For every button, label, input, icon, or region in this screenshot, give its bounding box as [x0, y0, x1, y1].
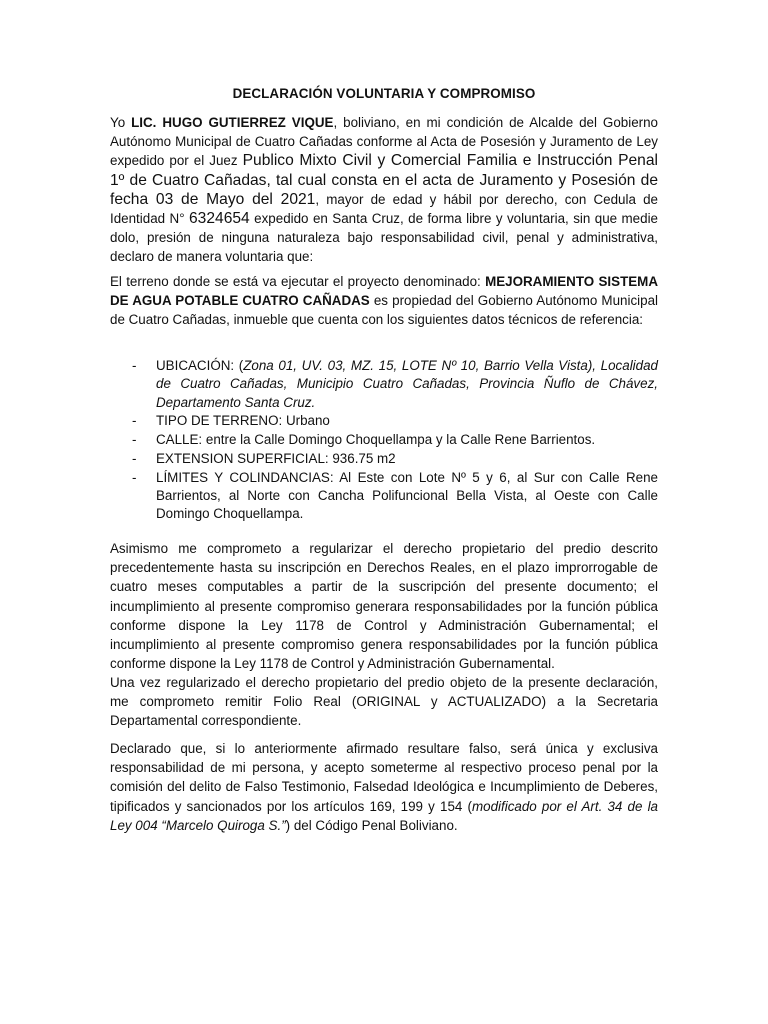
list-dash: -	[132, 432, 137, 448]
p2-text-a: El terreno donde se está va ejecutar el proyecto denominado:	[110, 274, 486, 289]
list-item-extension	[110, 450, 658, 468]
p2-text-b: es propiedad del Gobierno Autónomo Municipal de Cuatro Cañadas, inmueble que cuenta con los siguientes datos técnicos de referencia:	[110, 293, 658, 328]
p1-text-b: , boliviano, en mi condición de Alcalde del Gobierno Autónomo Municipal de Cuatro Cañadas conforme al Acta de Posesión y Juramento de Ley expedido por el Juez	[110, 115, 658, 169]
list-dash: -	[132, 358, 137, 373]
p5-text-b: ) del Código Penal Boliviano.	[285, 817, 458, 833]
tipo-text: TIPO DE TERRENO: Urbano	[156, 413, 330, 429]
document-title: DECLARACIÓN VOLUNTARIA Y COMPROMISO	[232, 86, 536, 101]
p1-text-c: , mayor de edad y hábil por derecho, con Cedula de Identidad N°	[110, 191, 658, 227]
p5-text-a: Declarado que, si lo anteriormente afirmado resultare falso, será única y exclusiva responsabilidad de mi persona, y acepto someterme al respectivo proceso penal por la comisión del delito de Falso Testimonio, Falsedad Ideológica e Incumplimiento de Deberes, tipificados y sancionados por los artículos 169, 199 y 154 (	[110, 741, 658, 814]
list-item-calle	[110, 431, 658, 449]
list-dash: -	[132, 450, 137, 466]
property-paragraph	[110, 272, 658, 330]
project-name: MEJORAMIENTO SISTEMA DE AGUA POTABLE CUATRO CAÑADAS	[110, 274, 659, 309]
declarant-name: LIC. HUGO GUTIERREZ VIQUE	[131, 115, 334, 130]
list-item-tipo	[110, 412, 658, 430]
list-item-ubicacion	[110, 357, 658, 412]
ubicacion-label: UBICACIÓN: (	[156, 358, 244, 373]
list-dash: -	[132, 413, 137, 429]
list-item-limites	[110, 469, 658, 524]
p1-court-text: Publico Mixto Civil y Comercial Familia e Instrucción Penal 1º de Cuatro Cañadas, tal cual consta en el acta de Juramento y Posesión de fecha 03 de Mayo del 2021	[110, 152, 658, 208]
technical-data-list	[110, 357, 658, 524]
ubicacion-value: Zona 01, UV. 03, MZ. 15, LOTE Nº 10, Barrio Vella Vista), Localidad de Cuatro Cañadas, Municipio Cuatro Cañadas, Provincia Ñuflo de Chávez, Departamento Santa Cruz.	[156, 358, 658, 410]
p5-italic-reference: modificado por el Art. 34 de la Ley 004 “Marcelo Quiroga S.”	[110, 798, 658, 833]
p1-text-a: Yo	[110, 115, 132, 130]
declarant-paragraph	[110, 113, 658, 267]
calle-text: CALLE: entre la Calle Domingo Choquellampa y la Calle Rene Barrientos.	[156, 432, 596, 448]
commitment-paragraph: Asimismo me comprometo a regularizar el derecho propietario del predio descrito precedentemente hasta su inscripción en Derechos Reales, en el plazo improrrogable de cuatro meses computables a partir de la suscripción del presente documento; el incumplimiento al presente compromiso generara responsabilidades por la función pública conforme dispone la Ley 1178 de Control y Administración Gubernamental; el incumplimiento al presente compromiso genera responsabilidades por la función pública conforme dispone la Ley 1178 de Control y Administración Gubernamental.	[110, 541, 658, 672]
extension-text: EXTENSION SUPERFICIAL: 936.75 m2	[156, 450, 396, 466]
liability-paragraph	[110, 739, 658, 835]
list-dash: -	[132, 469, 137, 485]
identity-number: 6324654	[189, 210, 250, 228]
p1-text-d: expedido en Santa Cruz, de forma libre y voluntaria, sin que medie dolo, presión de ninguna naturaleza bajo responsabilidad civil, penal y administrativa, declaro de manera voluntaria que:	[110, 211, 658, 265]
folio-paragraph: Una vez regularizado el derecho propietario del predio objeto de la presente declaración, me comprometo remitir Folio Real (ORIGINAL y ACTUALIZADO) a la Secretaria Departamental correspondiente.	[110, 675, 658, 729]
limites-text: LÍMITES Y COLINDANCIAS: Al Este con Lote Nº 5 y 6, al Sur con Calle Rene Barrientos, al Norte con Cancha Polifuncional Bella Vista, al Oeste con Calle Domingo Choquellampa.	[156, 469, 658, 522]
